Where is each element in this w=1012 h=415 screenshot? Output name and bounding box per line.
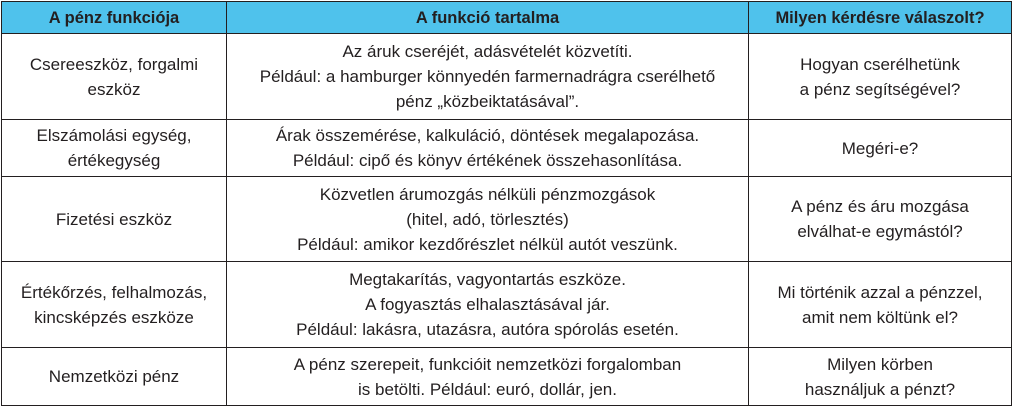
table-row (2, 177, 1012, 262)
cell-line: Fizetési eszköz (55, 209, 173, 229)
money-functions-table (1, 1, 1012, 406)
cell-line: (hitel, adó, törlesztés) (406, 209, 569, 229)
cell-line: Például: a hamburger könnyedén farmernadrágra cserélhető (259, 67, 716, 86)
cell-line: Megtakarítás, vagyontartás eszköze. (349, 270, 626, 289)
function-cell (2, 348, 227, 406)
question-cell (749, 34, 1012, 120)
content-cell (227, 120, 749, 177)
question-cell (749, 348, 1012, 406)
function-cell (2, 120, 227, 177)
function-cell (2, 34, 227, 120)
question-cell (749, 177, 1012, 262)
cell-line: Hogyan cserélhetünk (800, 54, 960, 74)
cell-line: Mi történik azzal a pénzzel, (777, 282, 983, 302)
cell-line: A fogyasztás elhalasztásával jár. (365, 295, 610, 314)
cell-line: használjuk a pénzt? (804, 379, 956, 399)
table-row (2, 262, 1012, 348)
cell-line: kincsképzés eszköze (34, 307, 194, 327)
cell-line: pénz „közbeiktatásával”. (395, 92, 580, 111)
cell-line: A pénz és áru mozgása (791, 197, 969, 216)
question-cell (749, 262, 1012, 348)
cell-line: Például: lakásra, utazásra, autóra spórolás esetén. (296, 320, 679, 339)
cell-line: Csereeszköz, forgalmi (29, 54, 199, 74)
content-cell (227, 34, 749, 120)
cell-line: Árak összemérése, kalkuláció, döntések megalapozása. (275, 126, 700, 145)
cell-line: Például: amikor kezdőrészlet nélkül autót veszünk. (297, 234, 678, 254)
cell-line: Nemzetközi pénz (48, 367, 180, 386)
cell-line: Értékőrzés, felhalmozás, (20, 282, 208, 302)
cell-line: értékegység (67, 151, 161, 170)
header-row (2, 2, 1012, 34)
cell-line: Közvetlen árumozgás nélküli pénzmozgások (319, 184, 656, 204)
cell-line: Milyen körben (827, 354, 933, 374)
header-function: A pénz funkciója (2, 2, 227, 34)
cell-line: eszköz (87, 79, 141, 99)
cell-line: is betölti. Például: euró, dollár, jen. (358, 379, 617, 399)
function-cell (2, 177, 227, 262)
header-content: A funkció tartalma (227, 2, 749, 34)
header-question: Milyen kérdésre válaszolt? (749, 2, 1012, 34)
table-row (2, 348, 1012, 406)
content-cell (227, 262, 749, 348)
table-row (2, 120, 1012, 177)
cell-line: amit nem költünk el? (802, 307, 958, 327)
cell-line: Elszámolási egység, (36, 126, 192, 145)
cell-line: A pénz szerepeit, funkcióit nemzetközi forgalomban (293, 354, 682, 374)
content-cell (227, 348, 749, 406)
content-cell (227, 177, 749, 262)
cell-line: a pénz segítségével? (799, 79, 961, 99)
question-cell (749, 120, 1012, 177)
cell-line: Megéri-e? (841, 138, 919, 158)
function-cell (2, 262, 227, 348)
table-row (2, 34, 1012, 120)
cell-line: elválhat-e egymástól? (797, 222, 963, 241)
cell-line: Például: cipő és könyv értékének összehasonlítása. (292, 151, 683, 170)
cell-line: Az áruk cseréjét, adásvételét közvetíti. (342, 42, 633, 61)
